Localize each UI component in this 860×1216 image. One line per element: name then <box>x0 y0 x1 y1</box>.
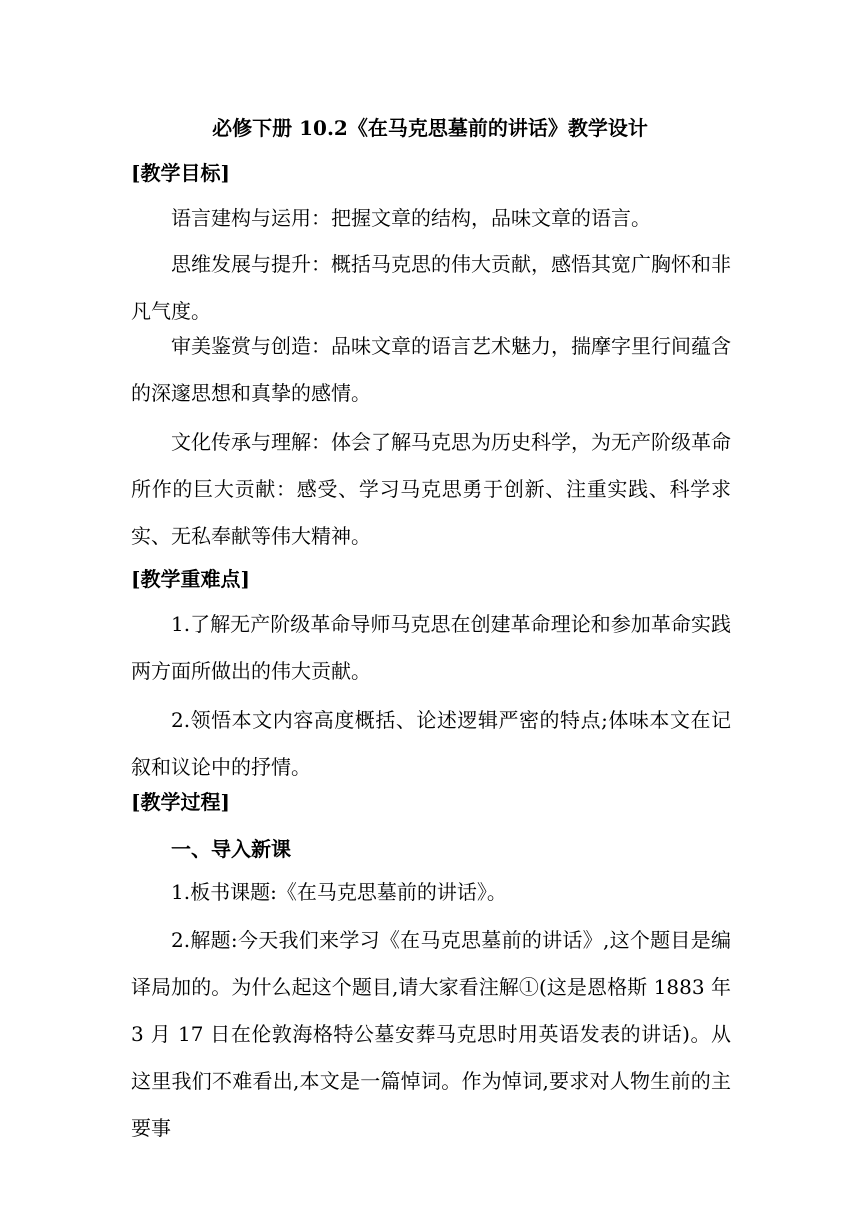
objective-paragraph-aesthetic: 审美鉴赏与创造：品味文章的语言艺术魅力，揣摩字里行间蕴含的深邃思想和真挚的感情。 <box>131 334 731 405</box>
process-sub-heading-intro: 一、导入新课 <box>171 837 291 861</box>
key-point-paragraph-2: 2.领悟本文内容高度概括、论述逻辑严密的特点;体味本文在记叙和议论中的抒情。 <box>131 708 731 779</box>
objective-paragraph-language: 语言建构与运用：把握文章的结构，品味文章的语言。 <box>171 206 651 230</box>
objective-paragraph-thinking: 思维发展与提升：概括马克思的伟大贡献，感悟其宽广胸怀和非凡气度。 <box>131 252 731 323</box>
document-title: 必修下册 10.2《在马克思墓前的讲话》教学设计 <box>212 116 648 140</box>
objective-paragraph-culture: 文化传承与理解：体会了解马克思为历史科学，为无产阶级革命所作的巨大贡献：感受、学习马克思勇于创新、注重实践、科学求实、无私奉献等伟大精神。 <box>131 430 731 548</box>
section-heading-objectives: [教学目标] <box>131 161 230 185</box>
section-heading-key-points: [教学重难点] <box>131 567 250 591</box>
process-paragraph-1: 1.板书课题:《在马克思墓前的讲话》。 <box>171 880 507 904</box>
key-point-paragraph-1: 1.了解无产阶级革命导师马克思在创建革命理论和参加革命实践两方面所做出的伟大贡献。 <box>131 612 731 683</box>
section-heading-process: [教学过程] <box>131 790 230 814</box>
process-paragraph-2: 2.解题:今天我们来学习《在马克思墓前的讲话》,这个题目是编译局加的。为什么起这个题目,请大家看注解①(这是恩格斯 1883 年 3 月 17 日在伦敦海格特公墓安葬马克思时用英语发表的讲话)。从这里我们不难看出,本文是一篇悼词。作为悼词,要求对人物生前的主要事 <box>131 928 731 1140</box>
